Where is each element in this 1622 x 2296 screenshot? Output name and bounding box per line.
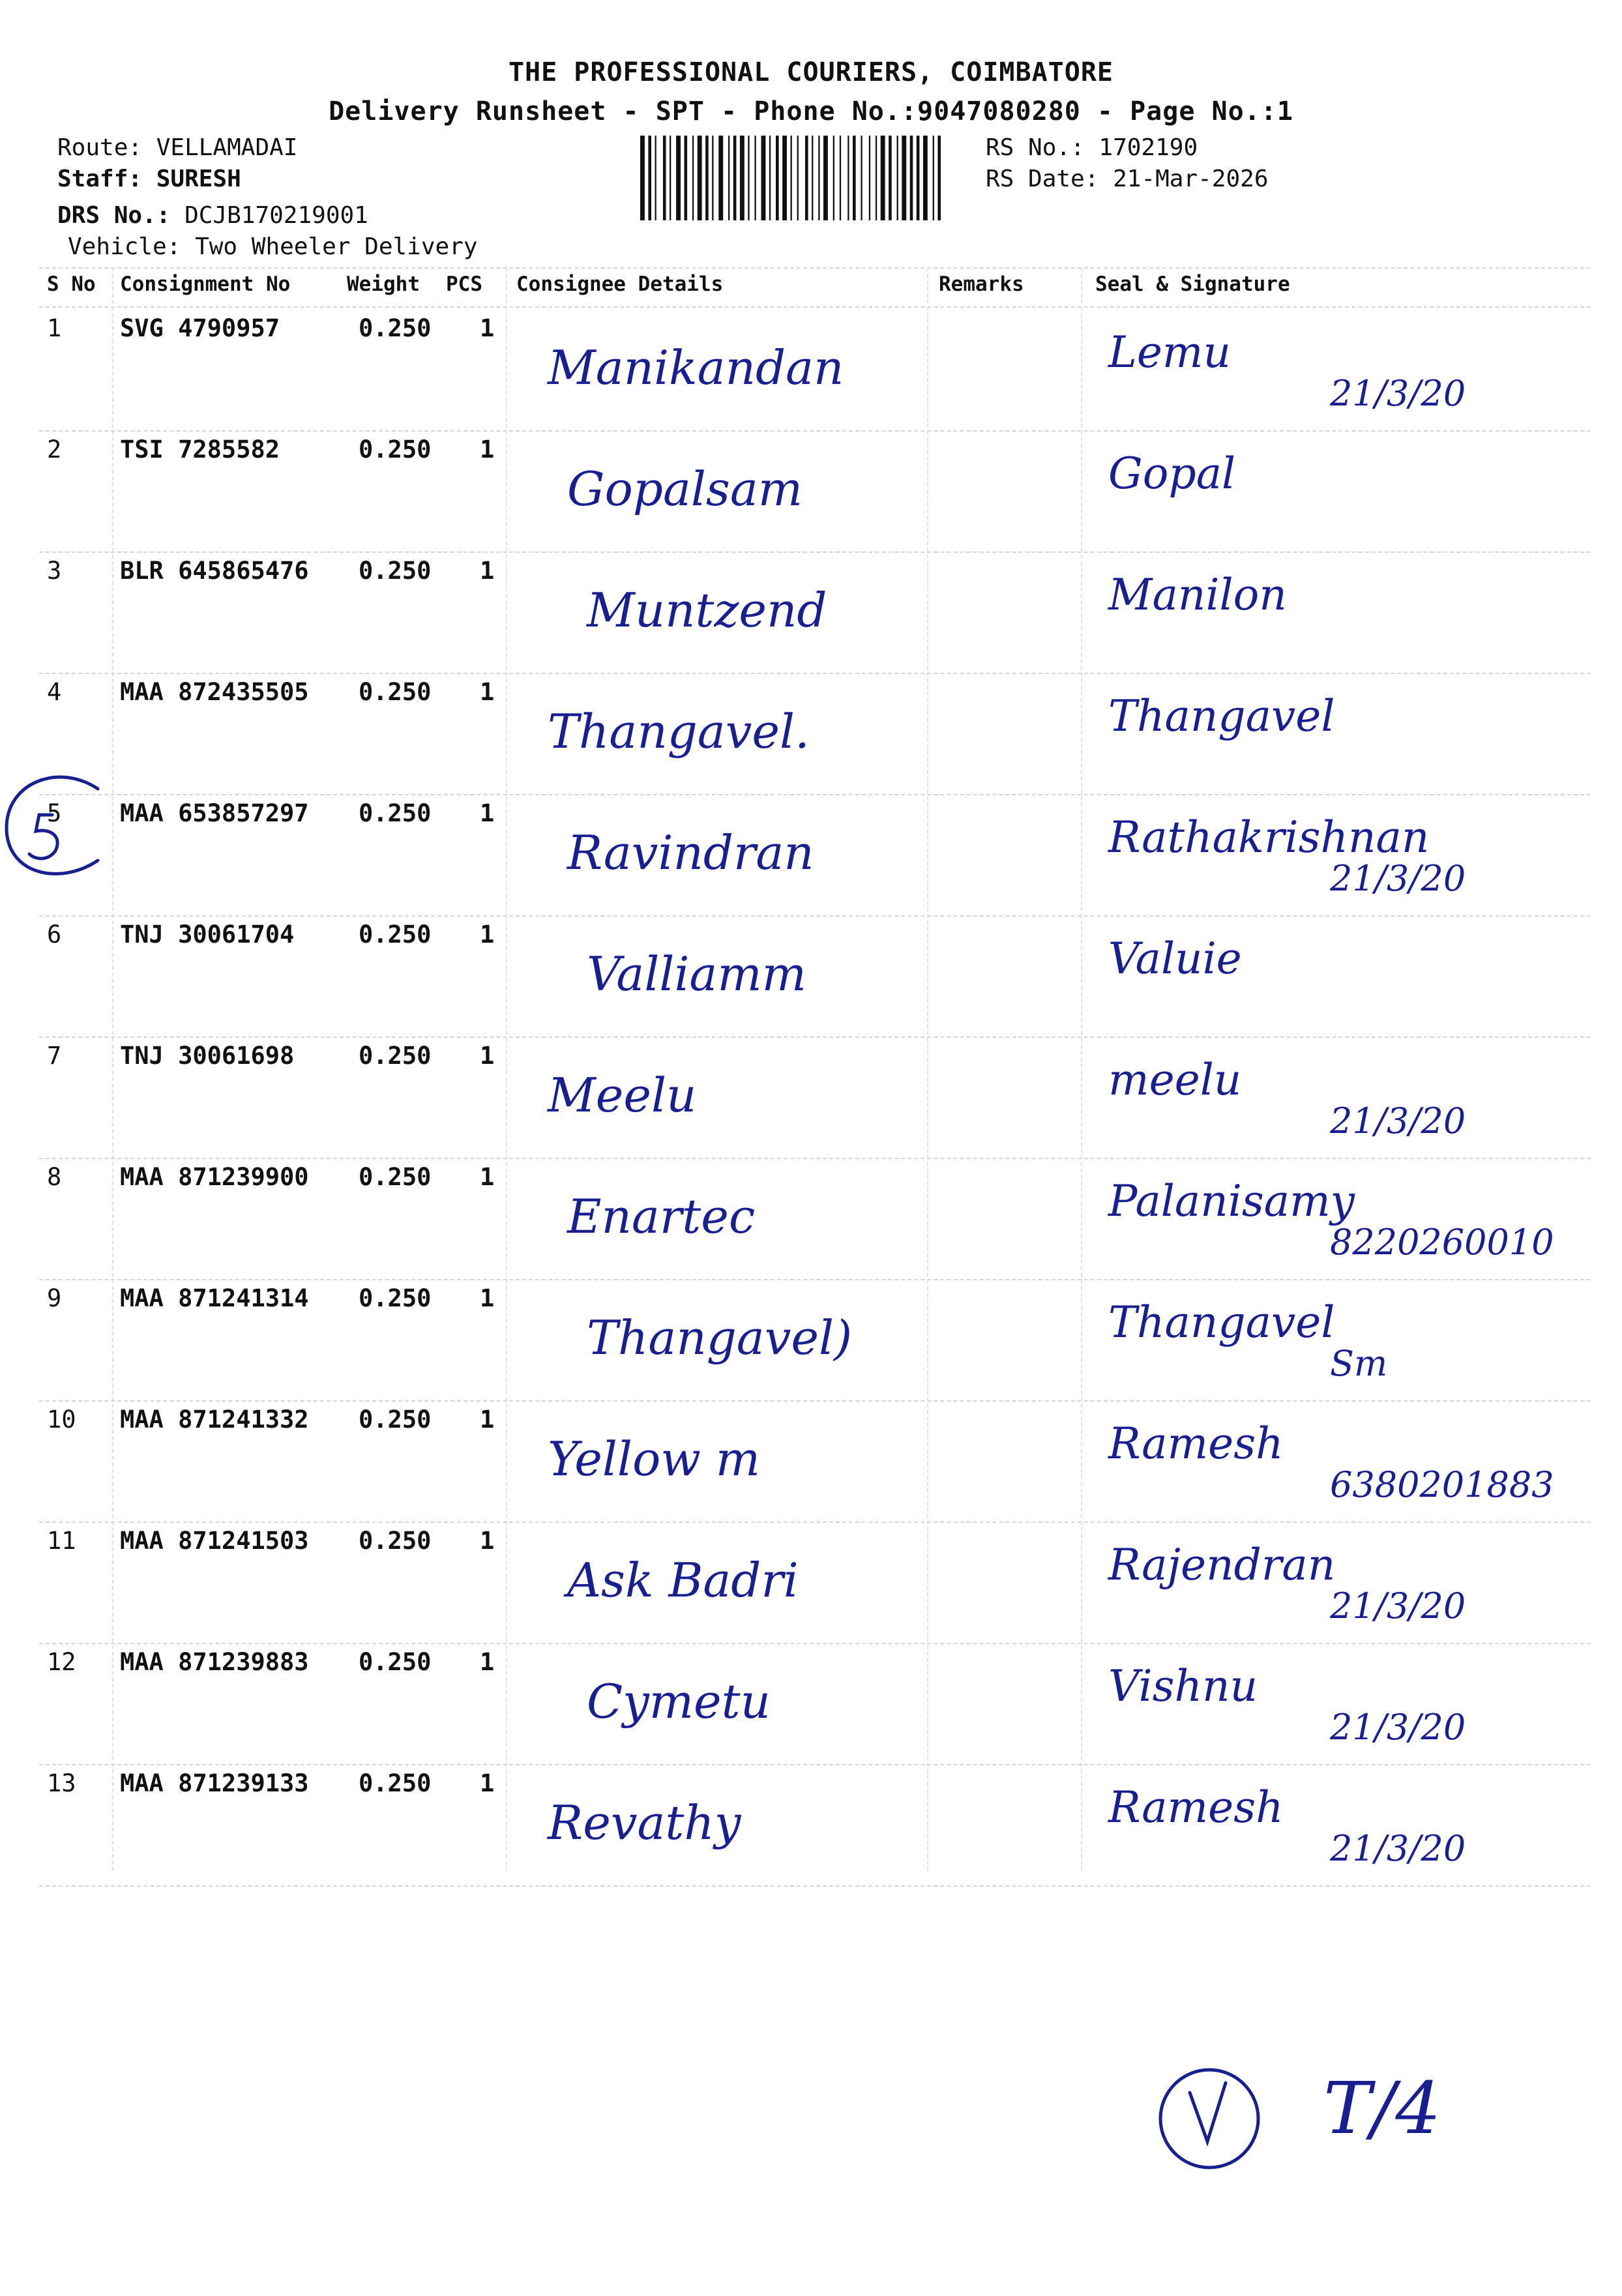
barcode-bar [791, 136, 792, 220]
row-pcs: 1 [480, 920, 495, 949]
row-sno: 10 [47, 1406, 76, 1434]
row-consignment-no: MAA 871239900 [120, 1163, 309, 1191]
table-row [0, 1042, 1622, 1163]
row-consignment-no: TNJ 30061704 [120, 920, 295, 949]
row-signature-handwritten: Rathakrishnan [1108, 812, 1430, 862]
barcode-bar [848, 136, 849, 220]
barcode-bar [833, 136, 834, 220]
row-weight: 0.250 [359, 920, 432, 949]
row-signature-note: 8220260010 [1330, 1222, 1554, 1263]
row-consignee-handwritten: Thangavel) [587, 1310, 853, 1365]
row-divider [39, 1764, 1591, 1765]
row-signature-handwritten: Rajendran [1108, 1540, 1336, 1590]
barcode-bar [797, 136, 799, 220]
row-consignee-handwritten: Gopalsam [567, 462, 803, 516]
barcode-bar [761, 136, 766, 220]
barcode-bar [670, 136, 671, 220]
barcode-bar [676, 136, 681, 220]
barcode-bar [840, 136, 841, 220]
row-signature-note: 21/3/20 [1330, 1828, 1466, 1869]
barcode-bar [823, 136, 828, 220]
row-sno: 5 [47, 799, 62, 827]
row-divider [39, 1158, 1591, 1159]
drs-label: DRS No.: [57, 202, 171, 229]
col-header-pcs: PCS [446, 272, 482, 296]
col-header-consignment: Consignment No [120, 272, 291, 296]
row-weight: 0.250 [359, 1648, 432, 1676]
col-header-remarks: Remarks [939, 272, 1024, 296]
row-sno: 13 [47, 1769, 76, 1797]
row-signature-note: 21/3/20 [1330, 1100, 1466, 1141]
row-pcs: 1 [480, 557, 495, 585]
row-pcs: 1 [480, 1527, 495, 1555]
rs-number-field [986, 134, 1198, 161]
row-divider [39, 1400, 1591, 1402]
row-divider [39, 1885, 1591, 1887]
row-sno: 3 [47, 557, 62, 585]
barcode-bar [818, 136, 819, 220]
row-signature-handwritten: Thangavel [1108, 1297, 1335, 1347]
table-row [0, 314, 1622, 435]
row-signature-note: 6380201883 [1330, 1464, 1554, 1505]
row-consignment-no: MAA 871239883 [120, 1648, 309, 1676]
row-signature-note: 21/3/20 [1330, 373, 1466, 414]
row-weight: 0.250 [359, 1163, 432, 1191]
row-consignee-handwritten: Yellow m [548, 1432, 761, 1486]
document-title: THE PROFESSIONAL COURIERS, COIMBATORE [508, 57, 1114, 87]
row-weight: 0.250 [359, 1284, 432, 1312]
row-consignment-no: MAA 872435505 [120, 678, 309, 706]
barcode-image [639, 136, 981, 220]
staff-field [57, 166, 241, 192]
row-sno: 8 [47, 1163, 62, 1191]
row-pcs: 1 [480, 435, 495, 464]
row-consignee-handwritten: Cymetu [587, 1674, 771, 1729]
barcode-bar [692, 136, 694, 220]
row-pcs: 1 [480, 1769, 495, 1797]
table-row [0, 1163, 1622, 1284]
barcode-bar [663, 136, 666, 220]
barcode-bar [718, 136, 723, 220]
rs-number-label: RS No.: [986, 134, 1085, 161]
row-weight: 0.250 [359, 1769, 432, 1797]
table-row [0, 1769, 1622, 1891]
row-signature-handwritten: Gopal [1108, 449, 1236, 499]
row-divider [39, 673, 1591, 674]
row-signature-handwritten: Palanisamy [1108, 1176, 1355, 1226]
barcode-bar [698, 136, 702, 220]
row-sno: 9 [47, 1284, 62, 1312]
row-consignee-handwritten: Ravindran [567, 825, 814, 880]
row-pcs: 1 [480, 1284, 495, 1312]
row-consignee-handwritten: Manikandan [548, 340, 844, 395]
barcode-bar [769, 136, 771, 220]
barcode-bar [685, 136, 688, 220]
barcode-bar [812, 136, 813, 220]
col-header-signature: Seal & Signature [1095, 272, 1290, 296]
table-row [0, 1406, 1622, 1527]
row-signature-handwritten: meelu [1108, 1055, 1242, 1105]
row-consignee-handwritten: Ask Badri [567, 1553, 799, 1608]
table-row [0, 1648, 1622, 1769]
row-weight: 0.250 [359, 314, 432, 342]
runsheet-subtitle: Delivery Runsheet - SPT - Phone No.:9047080280 - Page No.:1 [329, 96, 1293, 126]
barcode-bar [937, 136, 941, 220]
staff-label: Staff: [57, 166, 143, 192]
col-header-consignee: Consignee Details [516, 272, 724, 296]
row-weight: 0.250 [359, 799, 432, 827]
barcode-bar [869, 136, 870, 220]
circled-row-marker [0, 763, 111, 900]
row-consignment-no: MAA 871241332 [120, 1406, 309, 1434]
rs-date-value: 21-Mar-2026 [1113, 166, 1269, 192]
barcode-bar [655, 136, 656, 220]
row-consignment-no: MAA 871239133 [120, 1769, 309, 1797]
barcode-bar [889, 136, 892, 220]
barcode-bar [910, 136, 913, 220]
table-row [0, 678, 1622, 799]
vehicle-value: Two Wheeler Delivery [195, 233, 478, 260]
row-consignment-no: BLR 645865476 [120, 557, 309, 585]
row-consignee-handwritten: Enartec [567, 1189, 756, 1244]
route-field [57, 134, 297, 161]
row-divider [39, 552, 1591, 553]
row-sno: 1 [47, 314, 62, 342]
barcode-bar [881, 136, 885, 220]
table-row [0, 1527, 1622, 1648]
vehicle-field [68, 233, 478, 260]
drs-value: DCJB170219001 [184, 202, 368, 229]
row-sno: 12 [47, 1648, 76, 1676]
table-row [0, 799, 1622, 920]
barcode-bar [782, 136, 787, 220]
row-consignee-handwritten: Muntzend [587, 583, 827, 638]
col-header-weight: Weight [347, 272, 420, 296]
vehicle-label: Vehicle: [68, 233, 181, 260]
row-pcs: 1 [480, 678, 495, 706]
row-weight: 0.250 [359, 1406, 432, 1434]
row-signature-note: Sm [1330, 1343, 1388, 1384]
route-value: VELLAMADAI [156, 134, 298, 161]
table-row [0, 557, 1622, 678]
row-sno: 11 [47, 1527, 76, 1555]
row-divider [39, 915, 1591, 917]
row-pcs: 1 [480, 799, 495, 827]
row-signature-note: 21/3/20 [1330, 1585, 1466, 1626]
row-signature-handwritten: Manilon [1108, 570, 1287, 620]
barcode-bar [923, 136, 928, 220]
row-pcs: 1 [480, 1406, 495, 1434]
row-sno: 2 [47, 435, 62, 464]
row-divider [39, 1643, 1591, 1644]
row-consignment-no: MAA 871241503 [120, 1527, 309, 1555]
row-consignee-handwritten: Thangavel. [548, 704, 810, 759]
route-label: Route: [57, 134, 143, 161]
barcode-bar [705, 136, 709, 220]
drs-field [57, 202, 368, 229]
row-signature-handwritten: Valuie [1108, 934, 1242, 984]
row-pcs: 1 [480, 1648, 495, 1676]
row-weight: 0.250 [359, 1042, 432, 1070]
row-divider [39, 430, 1591, 432]
barcode-bar [640, 136, 645, 220]
barcode-bar [733, 136, 737, 220]
row-consignee-handwritten: Valliamm [587, 947, 806, 1001]
barcode-bar [740, 136, 745, 220]
row-weight: 0.250 [359, 1527, 432, 1555]
barcode-bar [754, 136, 756, 220]
row-consignment-no: TSI 7285582 [120, 435, 280, 464]
barcode-bar [853, 136, 856, 220]
row-signature-handwritten: Ramesh [1108, 1782, 1284, 1832]
barcode-bar [876, 136, 877, 220]
row-pcs: 1 [480, 1163, 495, 1191]
row-consignment-no: MAA 871241314 [120, 1284, 309, 1312]
barcode-bar [776, 136, 779, 220]
barcode-bar [897, 136, 898, 220]
table-row [0, 1284, 1622, 1406]
row-signature-handwritten: Thangavel [1108, 691, 1335, 741]
row-consignee-handwritten: Meelu [548, 1068, 697, 1123]
row-sno: 6 [47, 920, 62, 949]
rs-date-field [986, 166, 1269, 192]
barcode-bar [748, 136, 749, 220]
initials-mark [1134, 2021, 1330, 2177]
row-sno: 7 [47, 1042, 62, 1070]
row-weight: 0.250 [359, 435, 432, 464]
row-signature-note: 21/3/20 [1330, 1707, 1466, 1748]
row-signature-handwritten: Lemu [1108, 327, 1231, 377]
row-weight: 0.250 [359, 557, 432, 585]
table-row [0, 435, 1622, 557]
row-weight: 0.250 [359, 678, 432, 706]
row-consignment-no: SVG 4790957 [120, 314, 280, 342]
rs-date-label: RS Date: [986, 166, 1099, 192]
barcode-bar [728, 136, 730, 220]
barcode-bar [861, 136, 862, 220]
table-top-border [39, 267, 1591, 269]
row-consignee-handwritten: Revathy [548, 1795, 741, 1850]
row-pcs: 1 [480, 314, 495, 342]
footer-note: T/4 [1323, 2067, 1441, 2150]
table-row [0, 920, 1622, 1042]
row-signature-handwritten: Vishnu [1108, 1661, 1258, 1711]
barcode-bar [902, 136, 906, 220]
row-pcs: 1 [480, 1042, 495, 1070]
row-sno: 4 [47, 678, 62, 706]
row-divider [39, 794, 1591, 795]
rs-number-value: 1702190 [1099, 134, 1198, 161]
barcode-bar [933, 136, 934, 220]
row-signature-handwritten: Ramesh [1108, 1419, 1284, 1469]
row-divider [39, 1037, 1591, 1038]
barcode-bar [648, 136, 651, 220]
col-header-sno: S No [47, 272, 96, 296]
staff-value: SURESH [156, 166, 241, 192]
barcode-bar [712, 136, 713, 220]
row-divider [39, 1279, 1591, 1280]
row-consignment-no: TNJ 30061698 [120, 1042, 295, 1070]
table-header-divider [39, 306, 1591, 308]
row-consignment-no: MAA 653857297 [120, 799, 309, 827]
row-divider [39, 1522, 1591, 1523]
row-signature-note: 21/3/20 [1330, 858, 1466, 899]
barcode-bar [805, 136, 808, 220]
barcode-bar [917, 136, 920, 220]
